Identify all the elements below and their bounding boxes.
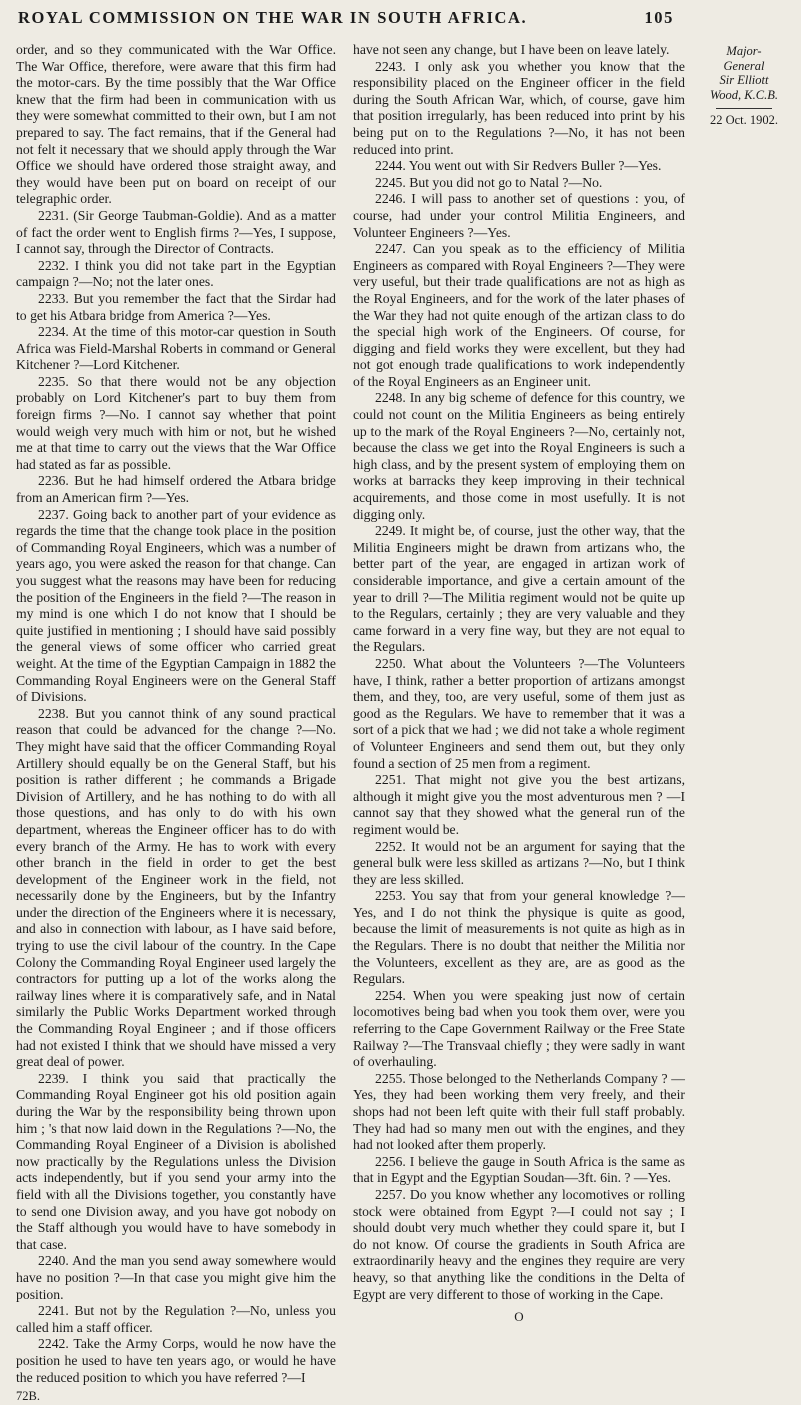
paragraph: 2236. But he had himself ordered the Atbara bridge from an American firm ?—Yes. [16,473,336,506]
paragraph: 2235. So that there would not be any objection probably on Lord Kitchener's part to buy them from foreign firms ?—No. I cannot say whether that point would weigh very much with him or not, but he wished me at that time to carry out the views that the War Office had stated as far as possible. [16,373,336,472]
paragraph: 2238. But you cannot think of any sound practical reason that could be advanced for the change ?—No. They might have said that the officer Commanding Royal Artillery should equally be on the General Staff, but his position is rather different ; he commands a Brigade Division of Artillery, and he has nothing to do with all those questions, and has only to do with his own department, whereas the Engineer officer has to do with every branch of the Army. He has to work with every other branch in the field in order to get the best development of the Engineer work in the field, not necessarily done by the Engineers, but by the Infantry under the direction of the Engineers where it is necessary, and also in connection with labour, as I have said before, trying to use the civil labour of the country. In the Cape Colony the Commanding Royal Engineer used largely the contractors for putting up a lot of the works along the railway lines where it is comparatively safe, and in Natal similarly the Public Works Department worked through the Commanding Royal Engineer ; and if those officers had not existed I think that we should have missed a very great deal of power. [16,705,336,1070]
paragraph: 2233. But you remember the fact that the Sirdar had to get his Atbara bridge from America ?—Yes. [16,290,336,323]
witness-name: Sir Elliott [719,73,769,87]
paragraph: 2234. At the time of this motor-car question in South Africa was Field-Marshal Roberts in command or General Kitchener ?—Lord Kitchener. [16,324,336,373]
right-column [353,42,685,1326]
footnote-code: 72B. [16,1389,40,1404]
paragraph: 2256. I believe the gauge in South Africa is the same as that in Egypt and the Egyptian Soudan—3ft. 6in. ? —Yes. [353,1153,685,1186]
paragraph: 2243. I only ask you whether you know that the responsibility placed on the Engineer officer in the field during the South African War, which, of course, gave him that position irregularly, has been reduced into print by his being put on to the Regulations ?—No, it has not been reduced into print. [353,58,685,157]
paragraph: 2247. Can you speak as to the efficiency of Militia Engineers as compared with Royal Engineers ?—They were very useful, but their trade qualifications are not as high as the Royal Engineers, and for the work of the later phases of the War they had not quite enough of the artizan class to do the special high work of the Engineers. Of course, for digging and field works they were excellent, but they had not got enough trade qualifications to work independently of the Royal Engineers as an Engineer unit. [353,241,685,389]
paragraph: 2241. But not by the Regulation ?—No, unless you called him a staff officer. [16,1303,336,1335]
paragraph: 2253. You say that from your general knowledge ?—Yes, and I do not think the physique is quite as good, because the limit of measurements is not quite as high as in the Regulars. There is no doubt that neither the Militia nor the Volunteers, excellent as they are, are as good as the Regulars. [353,888,685,987]
paragraph: 2239. I think you said that practically the Commanding Royal Engineer got his old position again during the War by the responsibility being thrown upon him ; 's that now laid down in the Regulations ?—No, the Commanding Royal Engineer of a Division is abolished now practically by the Regulations unless the Division acts independently, but if you send your army into the field with all the Divisions together, you constantly have to send one Division away, and you have got nobody on the Staff although you would have to have somebody in that case. [16,1070,336,1252]
paragraph: 2245. But you did not go to Natal ?—No. [375,174,603,190]
paragraph: 2231. (Sir George Taubman-Goldie). And as a matter of fact the order went to English firms ?—Yes, I suppose, I cannot say, through the Director of Contracts. [16,207,336,257]
paragraph: 2242. Take the Army Corps, would he now have the position he used to have ten years ago, or would he have the reduced position to which you have referred ?—I [16,1336,336,1385]
paragraph: 2251. That might not give you the best artizans, although it might give you the most adventurous men ? —I cannot say that they showed what the general run of the regiment would be. [353,772,685,837]
witness-date: 22 Oct. 1902. [709,113,779,127]
paragraph: 2250. What about the Volunteers ?—The Volunteers have, I think, rather a better proportion of artizans amongst them, and they, too, are very useful, some of them just as good as the Regulars. We have to remember that it was a sort of a pick that we had ; we did not take a whole regiment of Volunteer Engineers and send them out, but they only found a section of 25 men from a regiment. [353,655,685,771]
header-title: ROYAL COMMISSION ON THE WAR IN SOUTH AFRICA. [18,8,528,27]
paragraph: 2252. It would not be an argument for saying that the general bulk were less skilled as artizans ?—No, but I think they are less skilled. [353,838,685,887]
witness-role: Major- [726,44,762,58]
witness-name-cont: Wood, K.C.B. [710,87,778,102]
paragraph: 2248. In any big scheme of defence for this country, we could not count on the Militia Engineers as being entirely up to the mark of the Royal Engineers ?—No, certainly not, because the class we get into the Royal Engineers is such a high class, and by the present system of employing them on works at barracks they keep improving in their technical acquirements, and those come in most usefully. It is not digging only. [353,390,685,522]
paragraph: 2254. When you were speaking just now of certain locomotives being bad when you took them over, were you referring to the Cape Government Railway or the Free State Railway ?—The Transvaal chiefly ; they were sadly in want of overhauling. [353,987,685,1070]
witness-role-cont: General [723,58,765,73]
paragraph: 2240. And the man you send away somewhere would have no position ?—In that case you might give him the position. [16,1253,336,1302]
paragraph: 2244. You went out with Sir Redvers Buller ?—Yes. [375,158,662,174]
paragraph: 2246. I will pass to another set of questions : you, of course, had under your control Militia Engineers, and Volunteer Engineers ?—Yes. [353,191,685,240]
paragraph: 2249. It might be, of course, just the other way, that the Militia Engineers might be drawn from artizans who, the better part of the year, are engaged in artizan work of considerable importance, and give a certain amount of the year to drill ?—The Militia regiment would not be quite up to the Regulars, certainly ; they are very valuable and they came forward in a very fine way, but they are not equal to the Regulars. [353,523,685,655]
paragraph: 2237. Going back to another part of your evidence as regards the time that the change took place in the position of Commanding Royal Engineers, which was a number of years ago, you were asked the reason for that change. Can you suggest what the reasons may have been for reducing the position of the Engineers in the field ?—The reason in my mind is one which I do not know that I should be quite justified in mentioning ; I should have said possibly the general views of some officer who carried great weight. At the time of the Egyptian Campaign in 1882 the Commanding Royal Engineers were on the General Staff of Divisions. [16,506,336,705]
paragraph: 2255. Those belonged to the Netherlands Company ? —Yes, they had been working them very freely, and their shops had not been left quite with their full staff probably. They had had so many men out with the engines, and they had not looked after them properly. [353,1070,685,1153]
left-column [16,42,336,1405]
paragraph: have not seen any change, but I have been on leave lately. [353,42,670,57]
margin-note [694,44,794,128]
paragraph: 2232. I think you did not take part in the Egyptian campaign ?—No; not the later ones. [16,257,336,290]
margin-divider [716,108,772,109]
running-header [18,8,674,28]
signature-mark: O [514,1309,524,1325]
paragraph: 2257. Do you know whether any locomotives or rolling stock were obtained from Egypt ?—I could not say ; I should doubt very much whether they could spare it, but I do not know. Of course the gradients in South Africa are extraordinarily heavy and the engines they require are very heavy, so that anything like the conditions in the Delta of Egypt are very different to those of working in the Cape. [353,1186,685,1302]
paragraph: order, and so they communicated with the War Office. The War Office, therefore, were aware that this firm had the motor-cars. By the time possibly that the War Office knew that the firm had been in communication with us they were somewhat committed to their own, but I am not prepared to say. The fact remains, that if the General had not felt it necessary that we should apply through the War Office we should have ordered those straight away, and they would have been put on board on receipt of our telegraphic order. [16,42,336,207]
page-number: 105 [644,8,674,27]
